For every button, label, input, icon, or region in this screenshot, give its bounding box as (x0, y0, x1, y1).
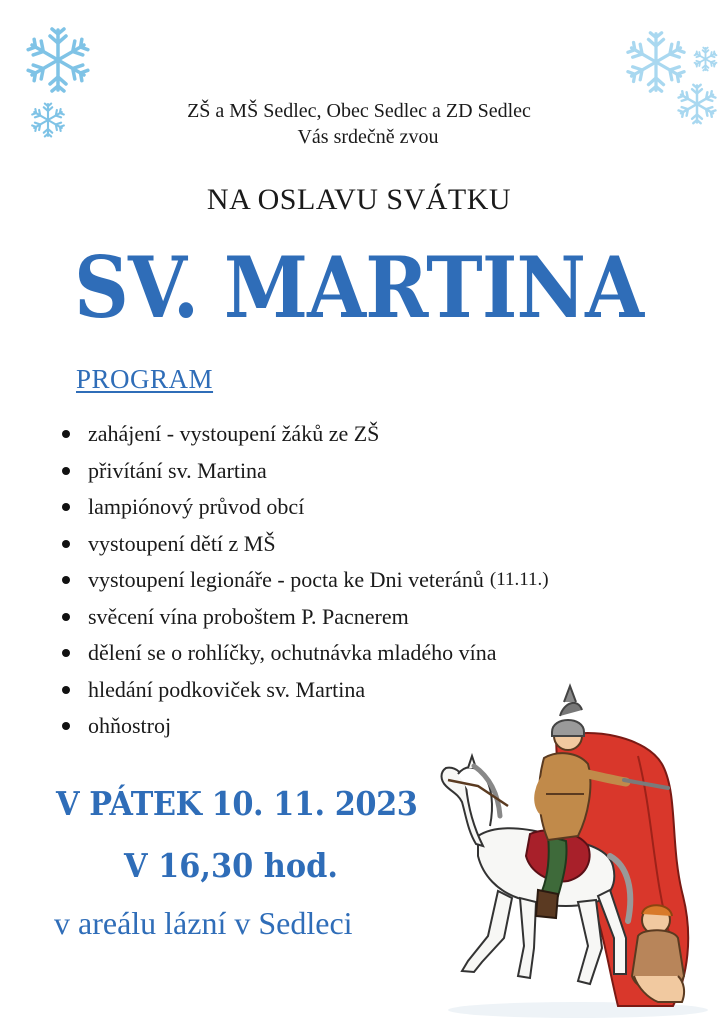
bullet-icon (62, 576, 70, 584)
veterans-date: (11.11.) (489, 569, 549, 590)
invitation-line: Vás srdečně zvou (297, 126, 439, 148)
list-item: hledání podkoviček sv. Martina (62, 672, 702, 709)
list-item: vystoupení dětí z MŠ (62, 526, 702, 563)
event-date: V PÁTEK 10. 11. 2023 (56, 784, 418, 823)
list-item: svěcení vína proboštem P. Pacnerem (62, 599, 702, 636)
bullet-icon (62, 649, 70, 657)
event-place: v areálu lázní v Sedleci (54, 905, 353, 941)
organizers-line: ZŠ a MŠ Sedlec, Obec Sedlec a ZD Sedlec (187, 100, 531, 122)
event-subtitle: NA OSLAVU SVÁTKU (206, 183, 512, 216)
bullet-icon (62, 722, 70, 730)
bullet-icon (62, 467, 70, 475)
list-item: přivítání sv. Martina (62, 453, 702, 490)
snowflake-icon (693, 44, 718, 74)
bullet-icon (62, 540, 70, 548)
event-time: V 16,30 hod. (124, 846, 338, 885)
bullet-icon (62, 503, 70, 511)
bullet-icon (62, 430, 70, 438)
bullet-icon (62, 686, 70, 694)
list-item: vystoupení legionáře - pocta ke Dni veteránů (11.11.) (62, 562, 702, 599)
program-heading: PROGRAM (76, 364, 214, 394)
list-item: ohňostroj (62, 708, 702, 745)
event-title: SV. MARTINA (74, 238, 644, 337)
bullet-icon (62, 613, 70, 621)
list-item: dělení se o rohlíčky, ochutnávka mladého vína (62, 635, 702, 672)
st-martin-horse-illustration (438, 676, 718, 1024)
invitation-header (0, 98, 718, 150)
snowflake-icon (24, 26, 92, 94)
list-item: lampiónový průvod obcí (62, 489, 702, 526)
list-item: zahájení - vystoupení žáků ze ZŠ (62, 416, 702, 453)
